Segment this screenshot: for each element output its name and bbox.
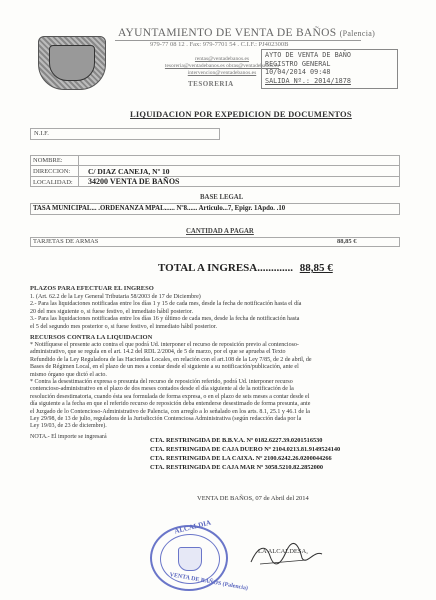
appeal-line: administrativo, que se regula en el art. 14.2 del RDL 2/2004, de 5 de marzo, por el que se aprueba el Texto [30, 349, 286, 356]
place-date: VENTA DE BAÑOS, 07 de Abril del 2014 [197, 495, 309, 502]
seal-top-text: ALCALDIA [173, 518, 212, 536]
bank-account-caja-duero: CTA. RESTRINGIDA DE CAJA DUERO Nº 2104.0213.81.9149524140 [150, 446, 341, 453]
payment-term-line: 2.- Para las liquidaciones notificadas entre los días 1 y 15 de cada mes, desde la fecha de notificación hasta el día [30, 301, 302, 308]
address-label: DIRECCION: [33, 168, 71, 175]
appeals-text [30, 342, 410, 431]
email-intervencion: intervencion@ventadebanos.es [187, 70, 257, 77]
signatory-label: LA ALCALDESA, [258, 548, 308, 555]
seal-crest-icon [178, 547, 202, 571]
amount-item-value: 88,85 € [337, 238, 357, 245]
bank-account-la-caixa: CTA. RESTRINGIDA DE LA CAIXA. Nº 2100.6242.26.0200044266 [150, 455, 332, 462]
bank-account-bbva: CTA. RESTRINGIDA DE B.B.V.A. Nº 0182.6227.39.0201516530 [150, 437, 323, 444]
appeal-line: * Contra la desestimación expresa o presunta del recurso de reposición referido, podrá Ud. interponer recurso [30, 379, 293, 386]
name-label: NOMBRE: [33, 157, 63, 164]
amount-heading: CANTIDAD A PAGAR [186, 228, 254, 235]
payment-terms-heading: PLAZOS PARA EFECTUAR EL INGRESO [30, 285, 154, 292]
stamp-line: REGISTRO GENERAL [265, 59, 331, 68]
email-rentas: rentas@ventadebanos.es [194, 56, 250, 62]
legal-base-heading: BASE LEGAL [200, 194, 244, 201]
appeal-line: mismo órgano que dictó el acto. [30, 371, 107, 378]
row-divider [30, 165, 400, 166]
document-title: LIQUIDACION POR EXPEDICION DE DOCUMENTOS [130, 109, 352, 119]
appeal-line: contencioso-administrativo en el plazo de dos meses contados desde el día siguiente al de la notificación de la [30, 386, 294, 393]
registry-stamp [261, 49, 398, 89]
stamp-line: AYTO DE VENTA DE BAÑO [265, 51, 351, 59]
seal-bottom-text: VENTA DE BAÑOS (Palencia) [169, 572, 249, 592]
stamp-line: 10/04/2014 09:48 [265, 68, 331, 76]
payment-term-line: el 5 del segundo mes posterior o, si fuese festivo, el inmediato hábil posterior. [30, 323, 217, 330]
total-label: TOTAL A INGRESA............. [158, 262, 293, 274]
column-divider [78, 155, 79, 187]
handwritten-signature [246, 540, 326, 570]
municipality-title: AYUNTAMIENTO DE VENTA DE BAÑOS (Palencia) [118, 27, 376, 39]
appeal-line: Ley 19/03, de 23 de diciembre). [30, 423, 107, 430]
department-label: TESORERIA [188, 80, 234, 88]
amount-item-label: TARJETAS DE ARMAS [33, 238, 99, 245]
nif-field [30, 128, 220, 140]
payment-term-line: 3.- Para las liquidaciones notificadas entre los días 16 y último de cada mes, desde la fecha de notificación hasta [30, 316, 300, 323]
appeal-line: * Notifíquese el presente acto contra el que podrá Ud. interponer el recurso de reposición previo al contencioso- [30, 342, 299, 348]
row-divider [30, 176, 400, 177]
payment-term-line: 1. (Art. 62.2 de la Ley General Tributaria 58/2003 de 17 de Diciembre) [30, 294, 201, 300]
payment-terms-list [30, 294, 410, 331]
appeal-line: Bases de Régimen Local, en el plazo de un mes a contar desde el siguiente a su notificación/publicación, ante el [30, 364, 299, 371]
contact-line: 979-77 08 12 . Fax: 979-7701 54 . C.I.F.: PJ402300B [150, 41, 289, 48]
taxpayer-box [30, 155, 400, 187]
stamp-line: SALIDA Nº.: 2014/1878 [265, 76, 351, 85]
email-tesoreria-obras: tesoreria@ventadebanos.es obras@ventadebanos.es [164, 63, 280, 70]
payment-term-line: 20 del mes siguiente o, si fuese festivo, el inmediato hábil posterior. [30, 308, 193, 315]
locality-label: LOCALIDAD: [33, 179, 73, 186]
nif-label: N.I.F. [34, 130, 49, 137]
address-value: C/ DIAZ CANEJA, Nº 10 [88, 167, 170, 176]
coat-of-arms-icon [38, 36, 106, 90]
legal-base-text: TASA MUNICIPAL... .ORDENANZA MPAL...... Nº8...... Articulo...7, Epigr. 1Apdo. .10 [33, 205, 286, 212]
appeal-line: día siguiente a la fecha en que el referido recurso de reposición deba entenderse desestimado de forma presunta, ante [30, 401, 311, 408]
payment-note: NOTA.- El importe se ingresará [30, 434, 107, 440]
appeal-line: el Juzgado de lo Contencioso-Administrativo de Palencia, con arreglo a lo señalado en los arts. 8.1, 25.1 y 46.1 de la [30, 408, 310, 415]
total-value: 88,85 € [299, 262, 333, 274]
appeal-line: Ley 29/98, de 13 de julio, reguladora de la Jurisdicción Contenciosa Administrativa (según redacción dada por la [30, 416, 302, 423]
appeal-line: Refundido de la Ley Reguladora de las Haciendas Locales, en relación con el art.108 de la Ley 7/85, de 2 de abril, de [30, 356, 312, 363]
locality-value: 34200 VENTA DE BAÑOS [88, 177, 180, 186]
bank-account-caja-mar: CTA. RESTRINGIDA DE CAJA MAR Nº 3058.5210.82.2852000 [150, 464, 324, 471]
appeal-line: resolución desestimatoria, cuando ésta sea formulada de forma expresa, o en el plazo de seis meses a contar desde el [30, 393, 310, 400]
total-line [158, 262, 333, 274]
appeals-heading: RECURSOS CONTRA LA LIQUIDACION [30, 334, 153, 341]
